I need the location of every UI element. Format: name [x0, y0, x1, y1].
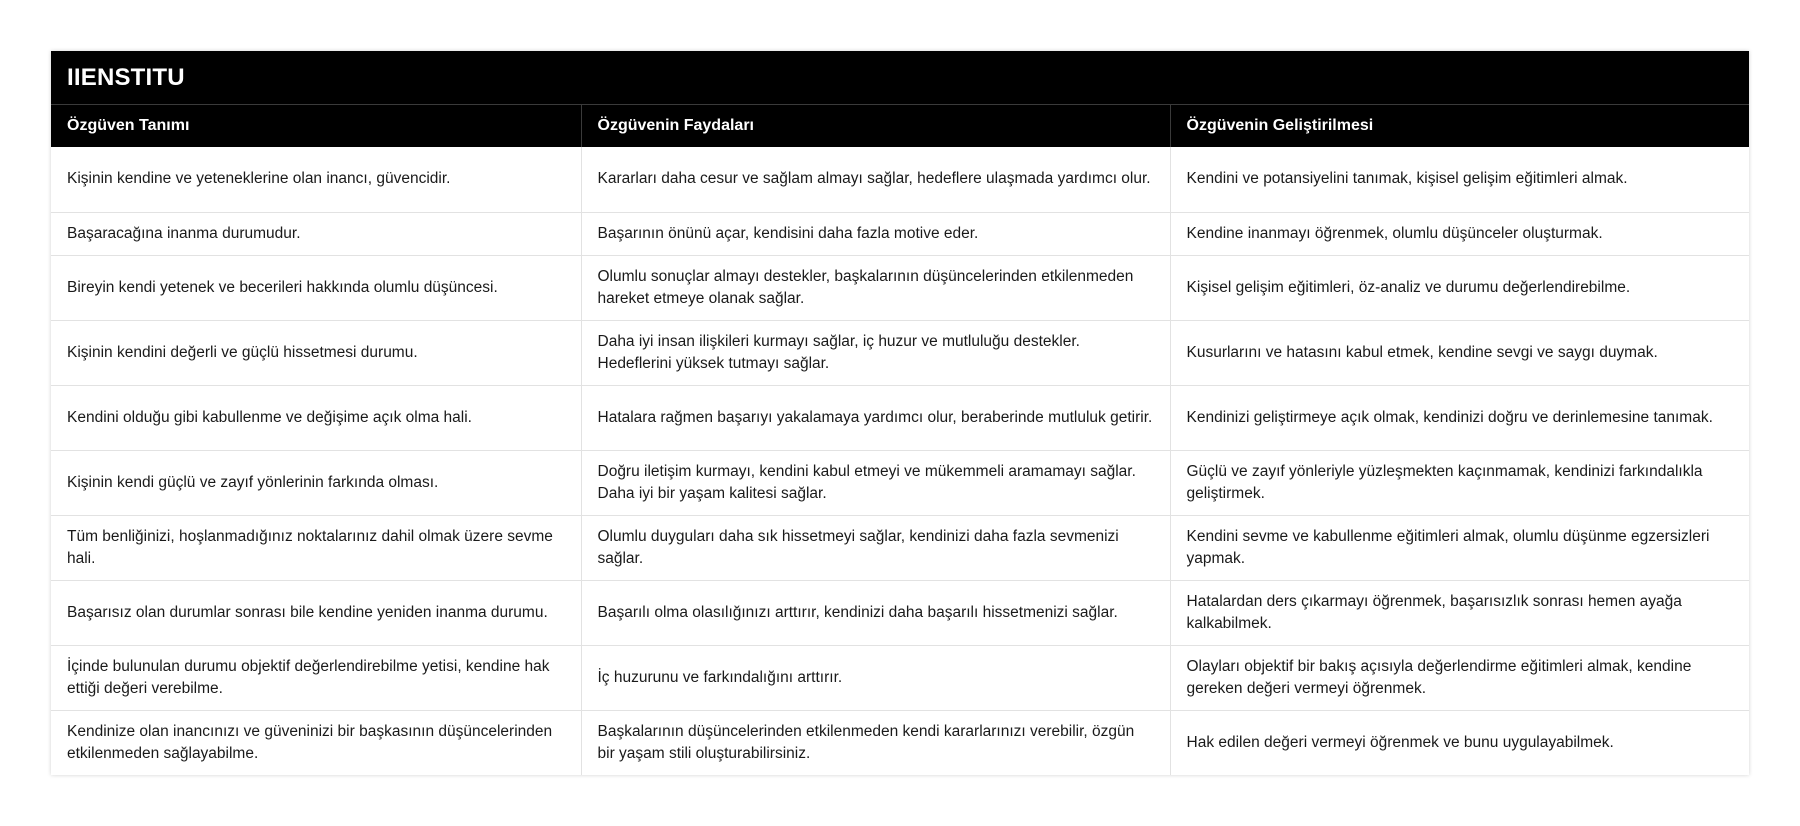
column-header-benefits: Özgüvenin Faydaları [581, 105, 1170, 147]
table-cell: İç huzurunu ve farkındalığını arttırır. [581, 645, 1170, 710]
table-cell: Kararları daha cesur ve sağlam almayı sağlar, hedeflere ulaşmada yardımcı olur. [581, 147, 1170, 212]
table-cell: Hatalardan ders çıkarmayı öğrenmek, başarısızlık sonrası hemen ayağa kalkabilmek. [1170, 580, 1749, 645]
table-cell: Başarılı olma olasılığınızı arttırır, kendinizi daha başarılı hissetmenizi sağlar. [581, 580, 1170, 645]
data-table [51, 105, 1749, 775]
table-cell: Kusurlarını ve hatasını kabul etmek, kendine sevgi ve saygı duymak. [1170, 320, 1749, 385]
table-cell: Kendinizi geliştirmeye açık olmak, kendinizi doğru ve derinlemesine tanımak. [1170, 385, 1749, 450]
table-cell: Olumlu duyguları daha sık hissetmeyi sağlar, kendinizi daha fazla sevmenizi sağlar. [581, 515, 1170, 580]
table-row [51, 645, 1749, 710]
column-header-development: Özgüvenin Geliştirilmesi [1170, 105, 1749, 147]
table-cell: Hatalara rağmen başarıyı yakalamaya yardımcı olur, beraberinde mutluluk getirir. [581, 385, 1170, 450]
table-cell: Kendine inanmayı öğrenmek, olumlu düşünceler oluşturmak. [1170, 212, 1749, 255]
table-cell: Tüm benliğinizi, hoşlanmadığınız noktalarınız dahil olmak üzere sevme hali. [51, 515, 581, 580]
table-cell: Kişinin kendi güçlü ve zayıf yönlerinin farkında olması. [51, 450, 581, 515]
table-row [51, 515, 1749, 580]
table-cell: Bireyin kendi yetenek ve becerileri hakkında olumlu düşüncesi. [51, 255, 581, 320]
table-cell: Kendinize olan inancınızı ve güveninizi bir başkasının düşüncelerinden etkilenmeden sağlayabilme. [51, 710, 581, 775]
table-cell: Hak edilen değeri vermeyi öğrenmek ve bunu uygulayabilmek. [1186, 733, 1614, 751]
table-row [51, 580, 1749, 645]
table-cell: İçinde bulunulan durumu objektif değerlendirebilme yetisi, kendine hak ettiği değeri verebilme. [51, 645, 581, 710]
table-title: IIENSTITU [51, 51, 1749, 105]
table-cell: Başarısız olan durumlar sonrası bile kendine yeniden inanma durumu. [51, 580, 581, 645]
header-row [51, 105, 1749, 147]
table-cell: Daha iyi insan ilişkileri kurmayı sağlar, iç huzur ve mutluluğu destekler. Hedeflerini yüksek tutmayı sağlar. [581, 320, 1170, 385]
table-row [51, 710, 1749, 775]
table-row [51, 147, 1749, 212]
table-row [51, 212, 1749, 255]
table-cell: Başarının önünü açar, kendisini daha fazla motive eder. [581, 212, 1170, 255]
table-cell: Kendini sevme ve kabullenme eğitimleri almak, olumlu düşünme egzersizleri yapmak. [1170, 515, 1749, 580]
table-row [51, 320, 1749, 385]
table-cell: Kişinin kendine ve yeteneklerine olan inancı, güvencidir. [51, 147, 581, 212]
table-row [51, 450, 1749, 515]
table-cell: Başkalarının düşüncelerinden etkilenmeden kendi kararlarınızı verebilir, özgün bir yaşam stili oluşturabilirsiniz. [581, 710, 1170, 775]
table-cell: Kendini olduğu gibi kabullenme ve değişime açık olma hali. [51, 385, 581, 450]
column-header-definition: Özgüven Tanımı [51, 105, 581, 147]
table-cell: Başaracağına inanma durumudur. [51, 212, 581, 255]
table-row [51, 385, 1749, 450]
data-table-container [51, 51, 1749, 775]
table-cell: Doğru iletişim kurmayı, kendini kabul etmeyi ve mükemmeli aramamayı sağlar. Daha iyi bir yaşam kalitesi sağlar. [581, 450, 1170, 515]
table-cell: Kendini ve potansiyelini tanımak, kişisel gelişim eğitimleri almak. [1170, 147, 1749, 212]
table-cell: Güçlü ve zayıf yönleriyle yüzleşmekten kaçınmamak, kendinizi farkındalıkla geliştirmek. [1170, 450, 1749, 515]
table-cell: Kişisel gelişim eğitimleri, öz-analiz ve durumu değerlendirebilme. [1170, 255, 1749, 320]
table-cell: Kişinin kendini değerli ve güçlü hissetmesi durumu. [51, 320, 581, 385]
table-cell: Olumlu sonuçlar almayı destekler, başkalarının düşüncelerinden etkilenmeden hareket etmeye olanak sağlar. [581, 255, 1170, 320]
table-row [51, 255, 1749, 320]
table-cell: Olayları objektif bir bakış açısıyla değerlendirme eğitimleri almak, kendine gereken değeri vermeyi öğrenmek. [1170, 645, 1749, 710]
